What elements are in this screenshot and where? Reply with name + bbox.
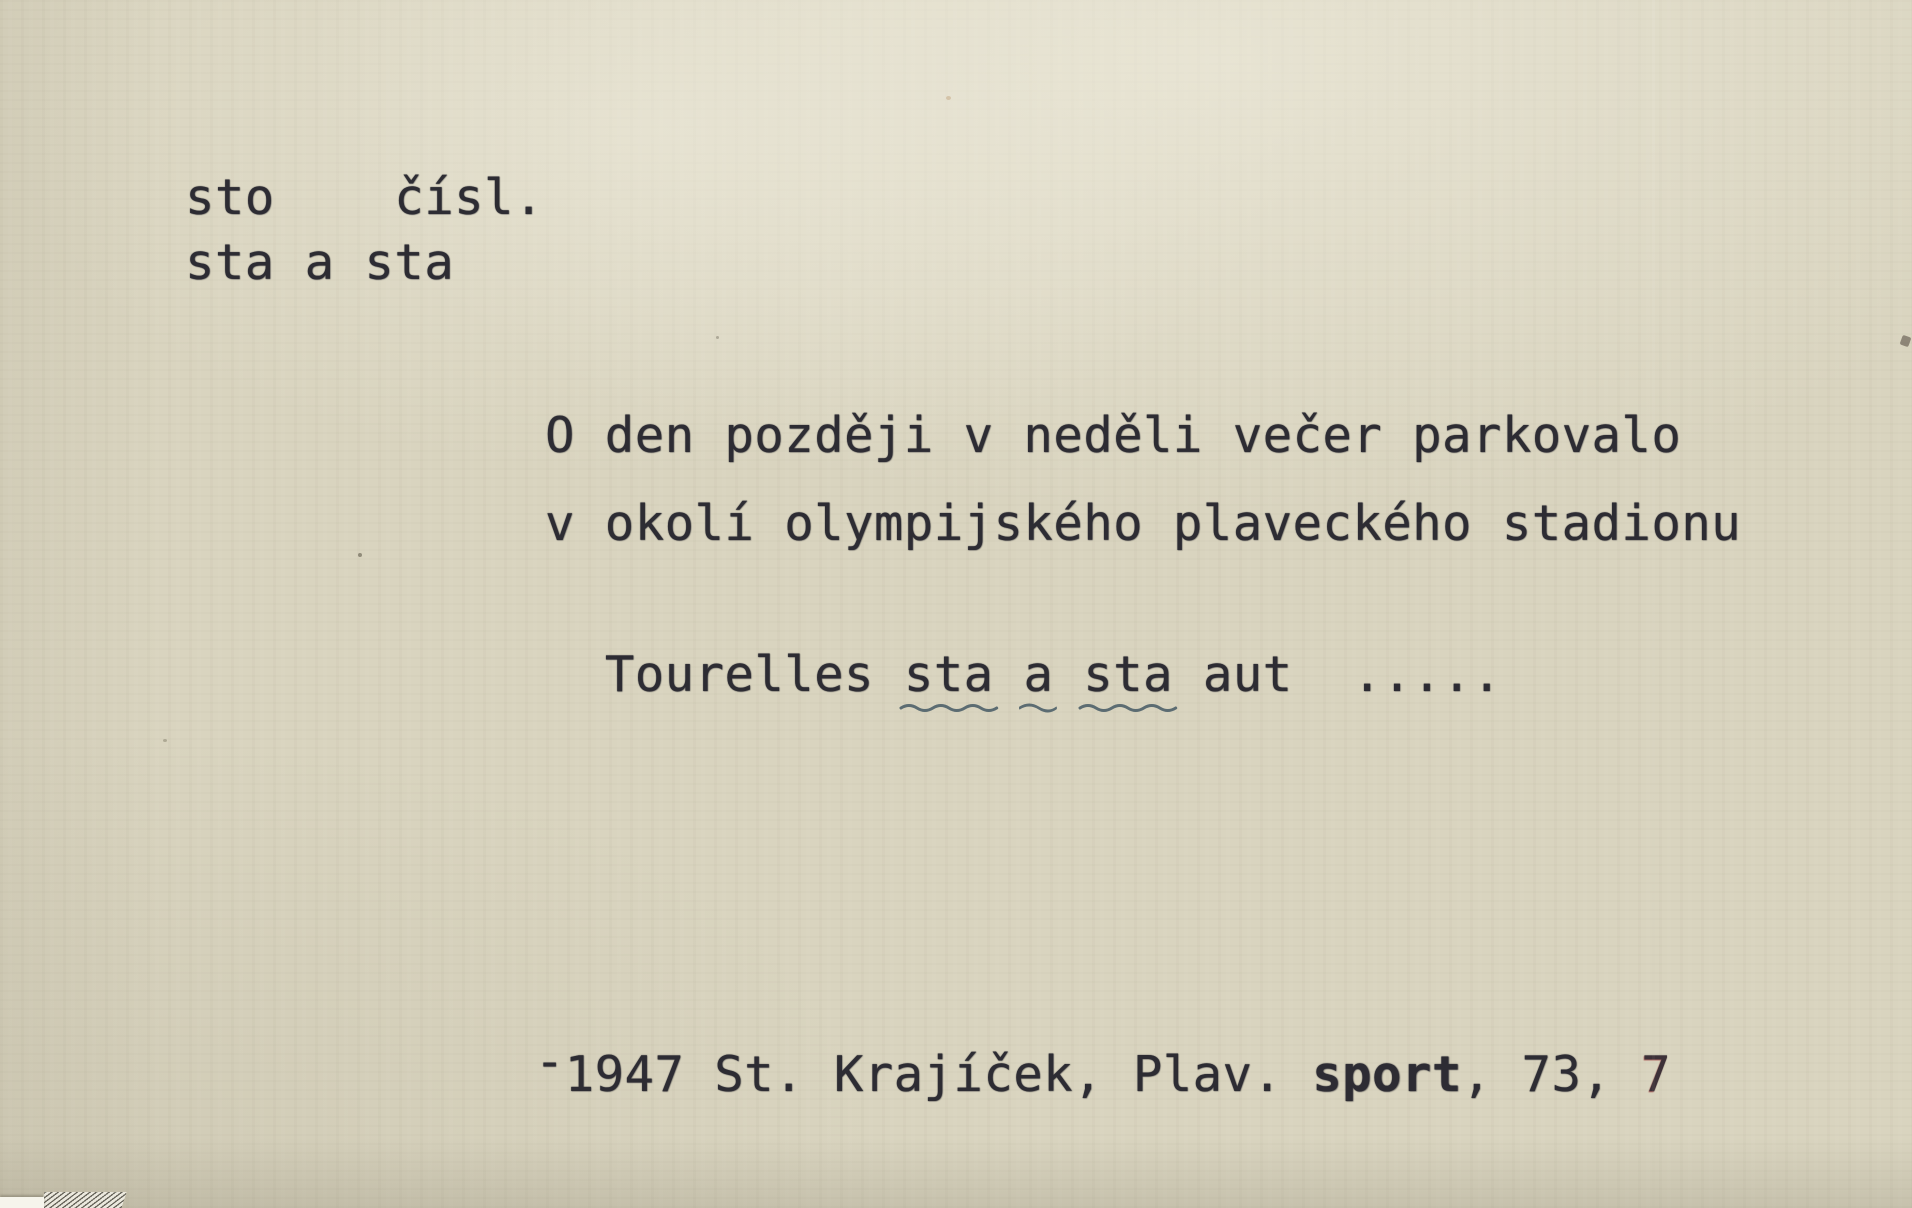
card-edge-hatch: [39, 1192, 126, 1208]
citation-year-author: 1947 St. Krajíček, Plav.: [564, 1046, 1313, 1103]
paper-speck: [946, 96, 951, 100]
quote-line-3: [545, 601, 1502, 703]
citation-volume: , 73,: [1461, 1046, 1642, 1103]
annotation-sta-a-sta: sta a sta: [185, 234, 455, 291]
quote-line-3-space: [994, 646, 1024, 703]
paper-speck: [716, 336, 719, 339]
scan-background-sliver: [0, 1197, 44, 1208]
underlined-word-sta-2: sta: [1083, 650, 1173, 699]
paper-speck: [163, 739, 167, 742]
quote-line-2: v okolí olympijského plaveckého stadionu: [545, 495, 1742, 552]
citation-journal-name: sport: [1312, 1046, 1462, 1103]
quote-line-3-tail: aut: [1172, 646, 1353, 703]
quote-ellipsis-dots: .....: [1352, 646, 1502, 703]
paper-speck: [358, 553, 362, 557]
paper-crease: [1652, 0, 1655, 1208]
citation-page-number: 7: [1641, 1046, 1672, 1103]
quote-line-1: O den později v neděli večer parkovalo: [545, 407, 1682, 464]
citation-dash: -: [534, 1033, 565, 1090]
quote-line-3-space: [1053, 646, 1083, 703]
wavy-underline-icon: [1018, 700, 1058, 712]
underlined-word-a: a: [1023, 650, 1053, 699]
wavy-underline-icon: [899, 700, 999, 712]
wavy-underline-icon: [1078, 700, 1178, 712]
quote-line-3-prefix: Tourelles: [604, 646, 904, 703]
citation-line: [475, 1001, 1672, 1103]
underlined-word-sta-1: sta: [904, 650, 994, 699]
annotation-headword-line: sto čísl.: [185, 169, 544, 226]
